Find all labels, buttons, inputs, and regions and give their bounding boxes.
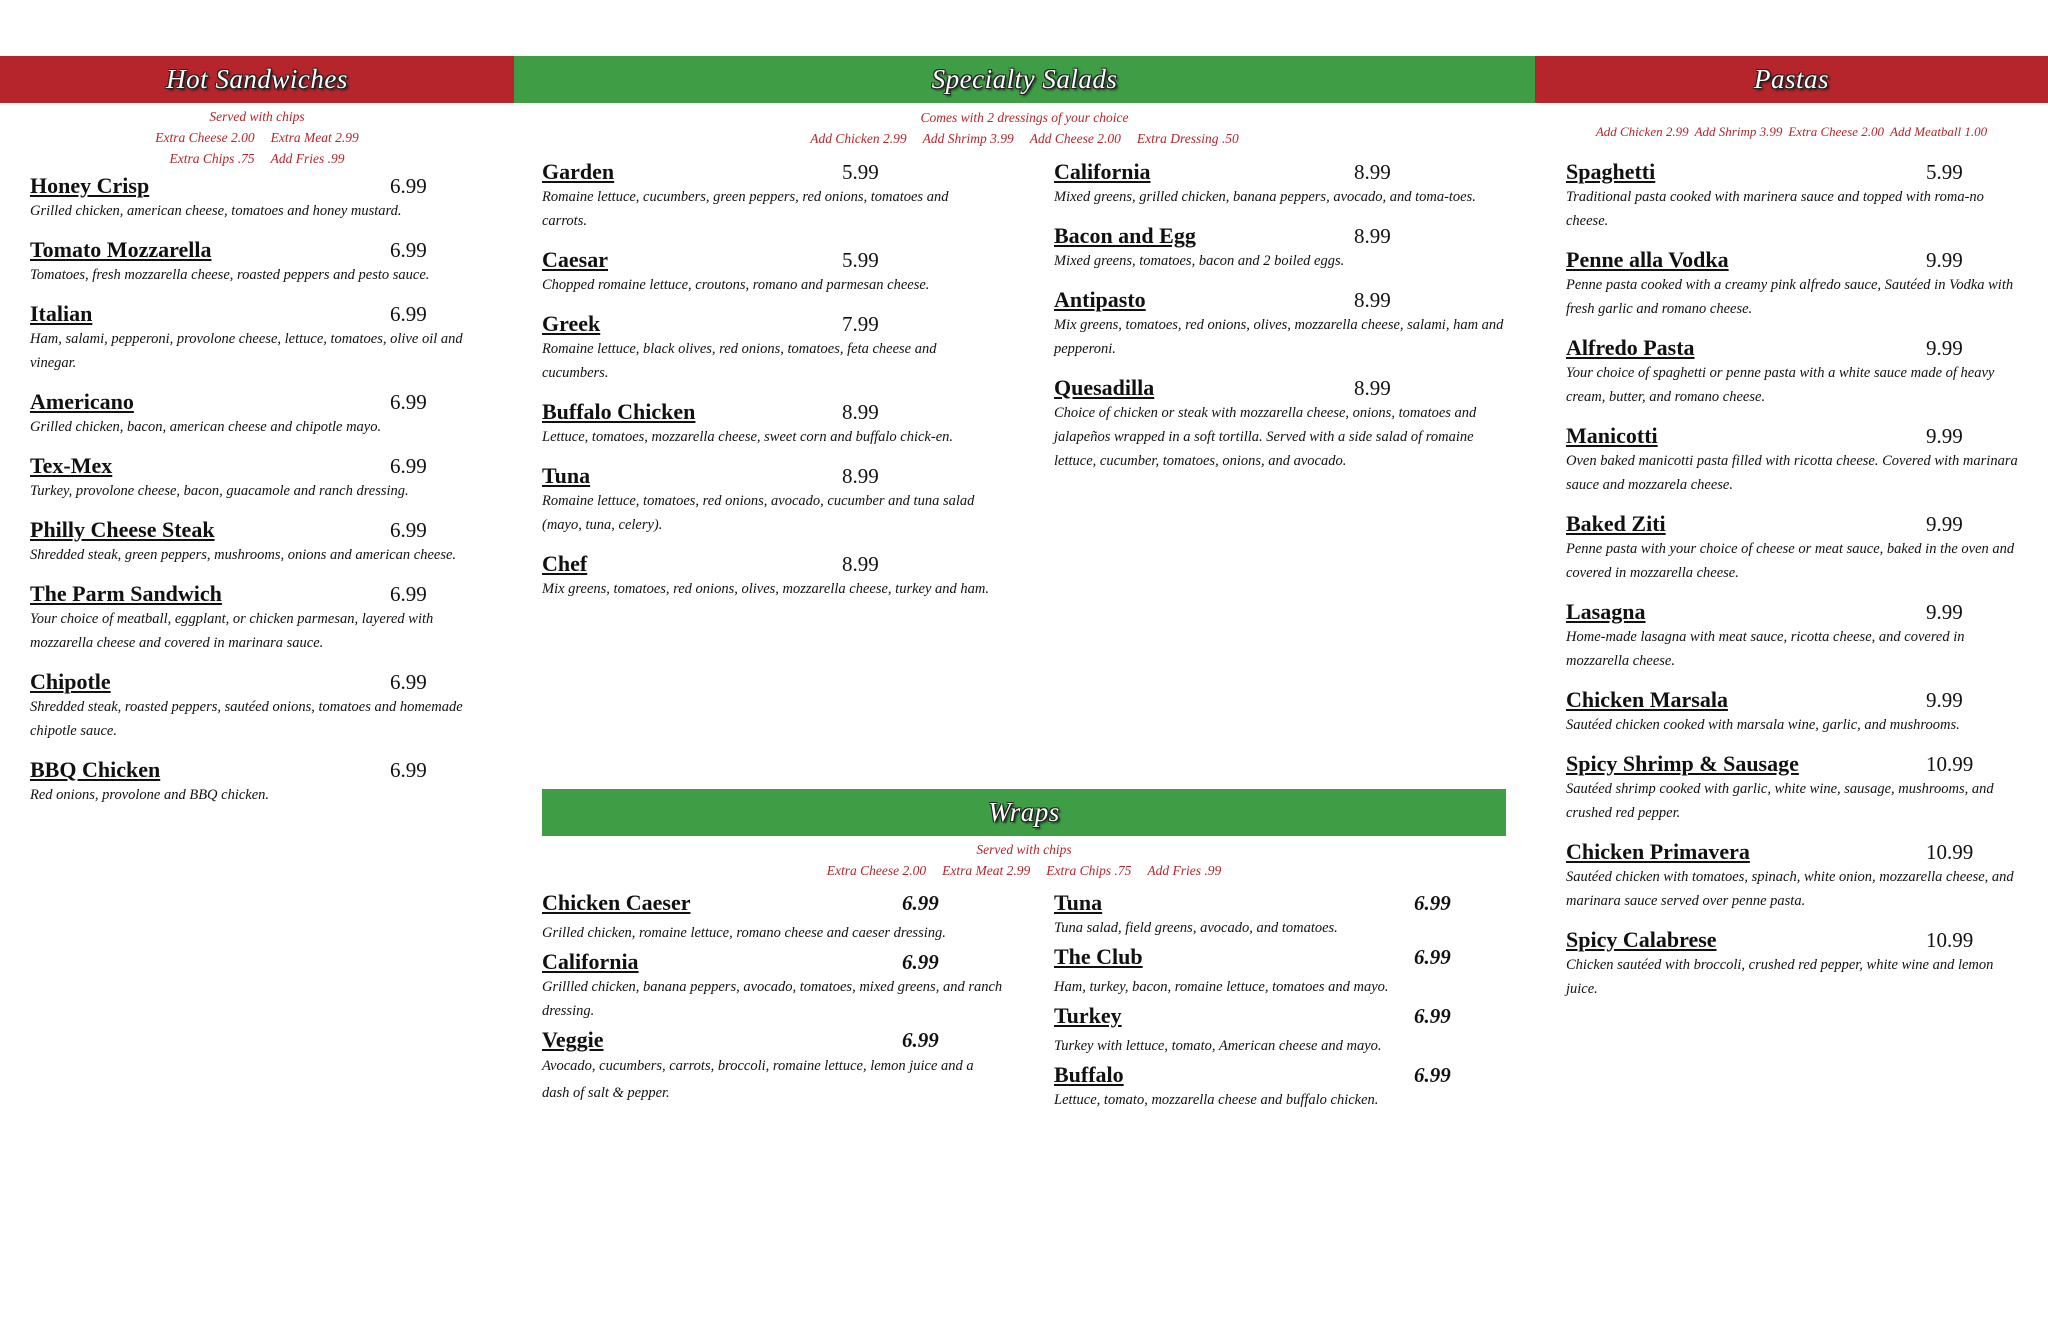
salads-left-list [542, 158, 994, 614]
extras-line [542, 860, 1506, 881]
item-price: 8.99 [1354, 224, 1391, 248]
extra-item: Add Fries .99 [1147, 863, 1222, 878]
item-name: Buffalo Chicken [542, 399, 696, 424]
item-name: Tex-Mex [30, 453, 113, 478]
item-description: Grilled chicken, romaine lettuce, romano cheese and caeser dressing. [542, 925, 946, 941]
item-price: 8.99 [1354, 376, 1391, 400]
pastas-list [1566, 158, 2024, 1014]
item-description: Mixed greens, tomatoes, bacon and 2 boiled eggs. [1054, 253, 1345, 269]
item-description: Turkey, provolone cheese, bacon, guacamole and ranch dressing. [30, 483, 409, 499]
extra-item: Extra Chips .75 [1046, 863, 1132, 878]
item-name: Turkey [1054, 1003, 1122, 1028]
item-price: 6.99 [390, 302, 427, 326]
item-description: Romaine lettuce, black olives, red onions, tomatoes, feta cheese and cucumbers. [542, 341, 937, 381]
menu-item [1566, 422, 2024, 497]
item-description: Penne pasta cooked with a creamy pink alfredo sauce, Sautéed in Vodka with fresh garlic and romano cheese. [1566, 277, 2014, 317]
menu-item [30, 388, 488, 439]
wraps-right-list [1054, 889, 1474, 1115]
specialty-salads-notes [514, 107, 1535, 149]
item-price: 8.99 [1354, 160, 1391, 184]
hot-sandwiches-notes [0, 106, 514, 169]
item-description: Avocado, cucumbers, carrots, broccoli, romaine lettuce, lemon juice and a dash of salt & pepper. [542, 1058, 974, 1101]
extras-line [514, 128, 1535, 149]
item-price: 6.99 [902, 1028, 939, 1052]
item-name: Chef [542, 551, 588, 576]
item-description: Tomatoes, fresh mozzarella cheese, roasted peppers and pesto sauce. [30, 267, 430, 283]
item-description: Romaine lettuce, tomatoes, red onions, avocado, cucumber and tuna salad (mayo, tuna, celery). [542, 493, 975, 533]
menu-item [1054, 889, 1474, 940]
menu-item [30, 236, 488, 287]
item-name: Italian [30, 301, 93, 326]
extra-item: Add Fries .99 [270, 151, 345, 166]
menu-item [1566, 334, 2024, 409]
menu-item [1054, 374, 1508, 473]
note-line: Served with chips [209, 109, 305, 124]
hot-sandwiches-title: Hot Sandwiches [166, 64, 348, 94]
item-description: Turkey with lettuce, tomato, American cheese and mayo. [1054, 1038, 1382, 1054]
item-description: Sautéed shrimp cooked with garlic, white wine, sausage, mushrooms, and crushed red pepper. [1566, 781, 1994, 821]
extra-item: Add Meatball 1.00 [1890, 124, 1988, 139]
item-description: Traditional pasta cooked with marinera sauce and topped with roma-no cheese. [1566, 189, 1984, 229]
item-name: BBQ Chicken [30, 757, 161, 782]
pastas-header [1535, 56, 2048, 103]
item-price: 8.99 [842, 552, 879, 576]
item-name: Chipotle [30, 669, 111, 694]
item-price: 6.99 [390, 582, 427, 606]
menu-item [1566, 158, 2024, 233]
extra-item: Add Chicken 2.99 [810, 131, 907, 146]
item-description: Your choice of spaghetti or penne pasta with a white sauce made of heavy cream, butter, and romano cheese. [1566, 365, 1995, 405]
item-price: 10.99 [1926, 752, 1974, 776]
item-price: 9.99 [1926, 336, 1963, 360]
item-price: 6.99 [1414, 1004, 1451, 1028]
item-name: Spicy Calabrese [1566, 927, 1717, 952]
menu-item [30, 756, 488, 807]
menu-item [542, 1026, 1004, 1107]
menu-item [542, 550, 994, 601]
item-price: 6.99 [1414, 891, 1451, 915]
item-name: Caesar [542, 247, 608, 272]
item-price: 9.99 [1926, 688, 1963, 712]
menu-item [30, 172, 488, 223]
menu-item [1054, 222, 1508, 273]
extra-item: Extra Cheese 2.00 [1788, 124, 1885, 139]
item-price: 6.99 [390, 174, 427, 198]
extra-item: Extra Chips .75 [169, 151, 255, 166]
item-name: Lasagna [1566, 599, 1646, 624]
extra-item: Add Chicken 2.99 [1595, 124, 1689, 139]
item-name: Baked Ziti [1566, 511, 1666, 536]
menu-item [1566, 926, 2024, 1001]
item-price: 5.99 [1926, 160, 1963, 184]
menu-item [1566, 686, 2024, 737]
item-price: 6.99 [1414, 945, 1451, 969]
item-price: 6.99 [390, 670, 427, 694]
item-price: 6.99 [902, 891, 939, 915]
item-description: Grilled chicken, bacon, american cheese and chipotle mayo. [30, 419, 382, 435]
item-description: Grilled chicken, american cheese, tomatoes and honey mustard. [30, 203, 402, 219]
item-description: Sautéed chicken with tomatoes, spinach, white onion, mozzarella cheese, and marinara sauce served over penne pasta. [1566, 869, 2014, 909]
item-price: 5.99 [842, 248, 879, 272]
item-price: 9.99 [1926, 424, 1963, 448]
note-line: Served with chips [976, 842, 1072, 857]
menu-item [1054, 1002, 1474, 1058]
item-description: Ham, salami, pepperoni, provolone cheese, lettuce, tomatoes, olive oil and vinegar. [30, 331, 463, 371]
item-description: Romaine lettuce, cucumbers, green peppers, red onions, tomatoes and carrots. [542, 189, 949, 229]
item-description: Home-made lasagna with meat sauce, ricotta cheese, and covered in mozzarella cheese. [1566, 629, 1965, 669]
menu-item [1566, 510, 2024, 585]
extra-item: Add Shrimp 3.99 [1694, 124, 1783, 139]
item-description: Penne pasta with your choice of cheese or meat sauce, baked in the oven and covered in mozzarella cheese. [1566, 541, 2015, 581]
item-description: Mix greens, tomatoes, red onions, olives, mozzarella cheese, salami, ham and pepperoni. [1054, 317, 1504, 357]
wraps-header [542, 789, 1506, 836]
extra-item: Add Cheese 2.00 [1029, 131, 1121, 146]
menu-item [542, 246, 994, 297]
menu-item [1566, 598, 2024, 673]
item-name: Tomato Mozzarella [30, 237, 212, 262]
item-name: Greek [542, 311, 601, 336]
specialty-salads-title: Specialty Salads [931, 64, 1118, 94]
menu-item [30, 580, 488, 655]
item-price: 5.99 [842, 160, 879, 184]
item-price: 9.99 [1926, 512, 1963, 536]
menu-item [1054, 1061, 1474, 1112]
item-name: Quesadilla [1054, 375, 1155, 400]
menu-item [1566, 246, 2024, 321]
item-name: The Parm Sandwich [30, 581, 222, 606]
item-name: Honey Crisp [30, 173, 150, 198]
item-price: 9.99 [1926, 248, 1963, 272]
item-price: 6.99 [390, 454, 427, 478]
item-name: Veggie [542, 1027, 604, 1052]
menu-item [1054, 158, 1508, 209]
pastas-title: Pastas [1753, 64, 1829, 94]
item-name: California [542, 949, 639, 974]
menu-item [30, 668, 488, 743]
extra-item: Extra Meat 2.99 [942, 863, 1031, 878]
item-price: 8.99 [842, 464, 879, 488]
item-price: 10.99 [1926, 928, 1974, 952]
extras-line [0, 148, 514, 169]
hot-sandwiches-header [0, 56, 514, 103]
item-price: 10.99 [1926, 840, 1974, 864]
item-description: Tuna salad, field greens, avocado, and tomatoes. [1054, 920, 1338, 936]
item-price: 8.99 [1354, 288, 1391, 312]
menu-item [1566, 750, 2024, 825]
wraps-left-list [542, 889, 1004, 1110]
item-price: 8.99 [842, 400, 879, 424]
item-name: Buffalo [1054, 1062, 1124, 1087]
specialty-salads-header [514, 56, 1535, 103]
item-description: Mixed greens, grilled chicken, banana peppers, avocado, and toma-toes. [1054, 189, 1476, 205]
extras-line [1535, 121, 2048, 142]
extra-item: Extra Dressing .50 [1136, 131, 1239, 146]
item-description: Ham, turkey, bacon, romaine lettuce, tomatoes and mayo. [1054, 979, 1389, 995]
item-description: Shredded steak, green peppers, mushrooms, onions and american cheese. [30, 547, 457, 563]
item-description: Shredded steak, roasted peppers, sautéed onions, tomatoes and homemade chipotle sauce. [30, 699, 463, 739]
menu-item [542, 158, 994, 233]
menu-item [1054, 943, 1474, 999]
hot-sandwiches-list [30, 172, 488, 820]
menu-item [30, 516, 488, 567]
item-name: Americano [30, 389, 134, 414]
item-description: Grillled chicken, banana peppers, avocado, tomatoes, mixed greens, and ranch dressing. [542, 979, 1003, 1019]
menu-item [542, 310, 994, 385]
item-price: 9.99 [1926, 600, 1963, 624]
item-name: Penne alla Vodka [1566, 247, 1729, 272]
menu-item [30, 300, 488, 375]
item-name: Spaghetti [1566, 159, 1656, 184]
extra-item: Extra Cheese 2.00 [826, 863, 927, 878]
item-description: Lettuce, tomato, mozzarella cheese and buffalo chicken. [1054, 1092, 1379, 1108]
item-name: Chicken Marsala [1566, 687, 1728, 712]
item-price: 6.99 [390, 390, 427, 414]
item-name: The Club [1054, 944, 1143, 969]
item-name: Philly Cheese Steak [30, 517, 215, 542]
menu-item [30, 452, 488, 503]
item-name: Manicotti [1566, 423, 1658, 448]
extra-item: Extra Cheese 2.00 [155, 130, 255, 145]
item-description: Chopped romaine lettuce, croutons, romano and parmesan cheese. [542, 277, 930, 293]
item-price: 6.99 [902, 950, 939, 974]
item-name: Garden [542, 159, 615, 184]
note-line: Comes with 2 dressings of your choice [920, 110, 1129, 125]
menu-item [542, 948, 1004, 1023]
item-name: California [1054, 159, 1151, 184]
item-name: Alfredo Pasta [1566, 335, 1695, 360]
extras-line [0, 127, 514, 148]
item-description: Chicken sautéed with broccoli, crushed red pepper, white wine and lemon juice. [1566, 957, 1994, 997]
item-name: Chicken Caeser [542, 890, 691, 915]
item-description: Red onions, provolone and BBQ chicken. [30, 787, 270, 803]
extra-item: Add Shrimp 3.99 [922, 131, 1014, 146]
item-description: Sautéed chicken cooked with marsala wine, garlic, and mushrooms. [1566, 717, 1960, 733]
item-description: Choice of chicken or steak with mozzarella cheese, onions, tomatoes and jalapeños wrapped in a soft tortilla. Served with a side salad of romaine lettuce, cucumber, tomatoes, onions, and avocado. [1054, 405, 1477, 469]
item-price: 6.99 [390, 238, 427, 262]
item-name: Chicken Primavera [1566, 839, 1750, 864]
item-price: 6.99 [1414, 1063, 1451, 1087]
item-price: 7.99 [842, 312, 879, 336]
item-name: Antipasto [1054, 287, 1146, 312]
menu-item [542, 398, 994, 449]
wraps-notes [542, 839, 1506, 881]
item-description: Oven baked manicotti pasta filled with ricotta cheese. Covered with marinara sauce and mozzarela cheese. [1566, 453, 2018, 493]
item-description: Your choice of meatball, eggplant, or chicken parmesan, layered with mozzarella cheese and covered in marinara sauce. [30, 611, 434, 651]
item-name: Spicy Shrimp & Sausage [1566, 751, 1799, 776]
item-name: Tuna [542, 463, 591, 488]
extra-item: Extra Meat 2.99 [270, 130, 359, 145]
item-name: Tuna [1054, 890, 1103, 915]
item-price: 6.99 [390, 758, 427, 782]
menu-item [1054, 286, 1508, 361]
item-name: Bacon and Egg [1054, 223, 1196, 248]
item-description: Lettuce, tomatoes, mozzarella cheese, sweet corn and buffalo chick-en. [542, 429, 954, 445]
item-price: 6.99 [390, 518, 427, 542]
pastas-notes [1535, 121, 2048, 142]
menu-item [542, 889, 1004, 945]
wraps-title: Wraps [988, 797, 1060, 827]
item-description: Mix greens, tomatoes, red onions, olives, mozzarella cheese, turkey and ham. [542, 581, 989, 597]
menu-item [1566, 838, 2024, 913]
menu-item [542, 462, 994, 537]
salads-right-list [1054, 158, 1508, 486]
